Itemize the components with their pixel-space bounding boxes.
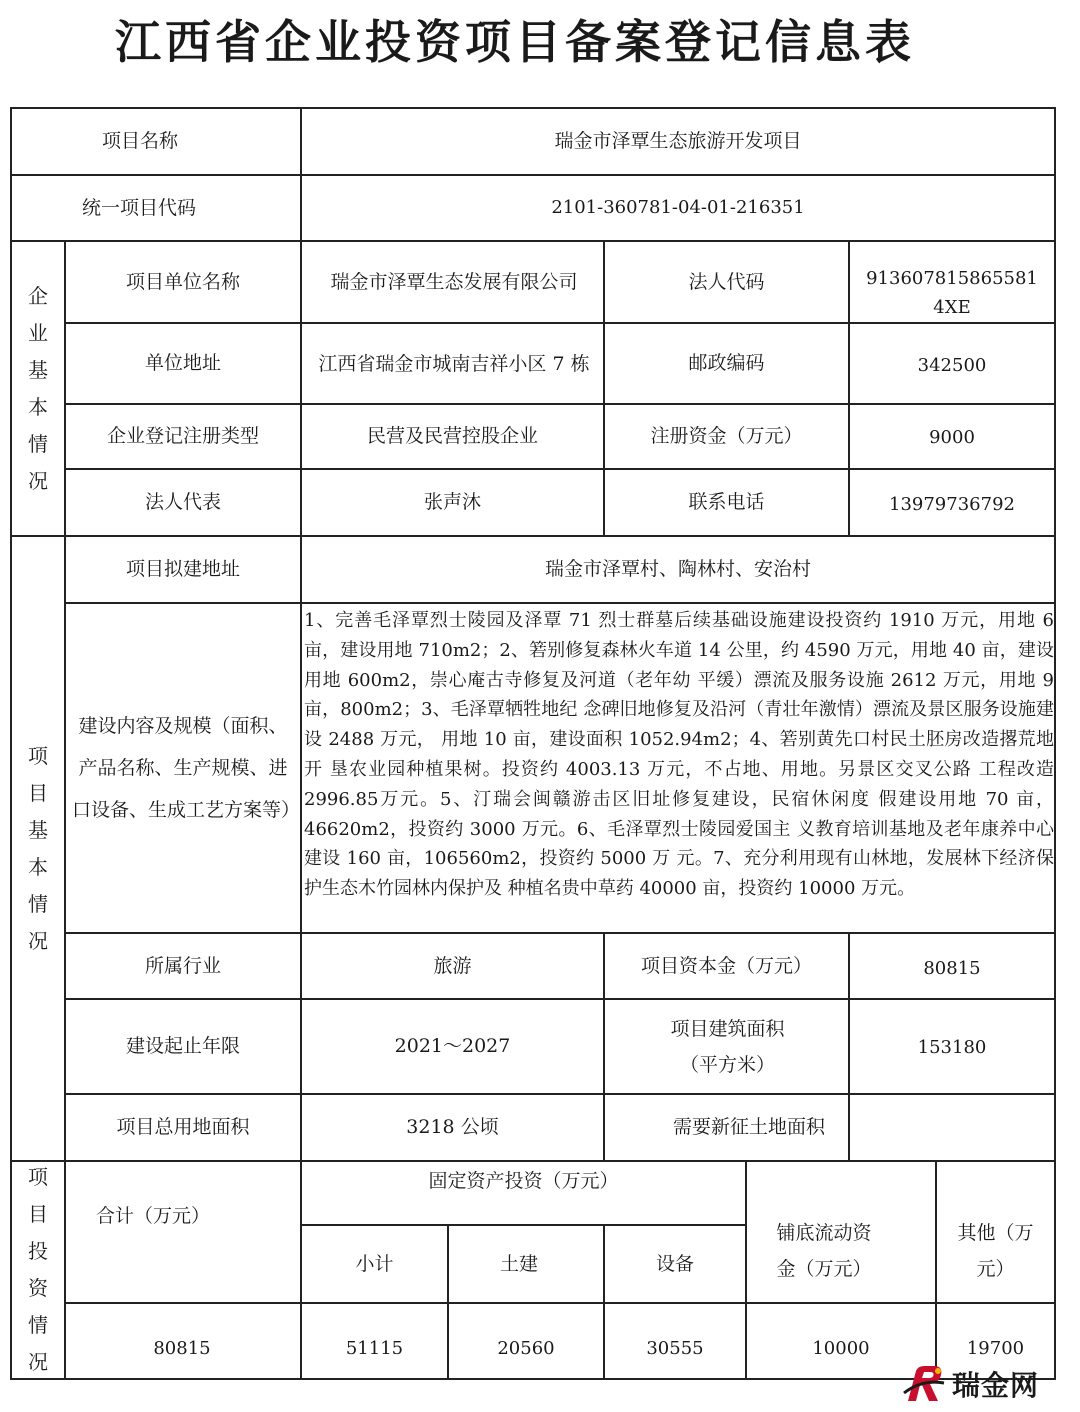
scope-label: 建设内容及规模（面积、产品名称、生产规模、进口设备、生成工艺方案等） xyxy=(72,715,301,821)
subtotal-label: 小计 xyxy=(355,1252,394,1275)
civil-label: 土建 xyxy=(499,1252,538,1275)
project-code-label: 统一项目代码 xyxy=(82,196,197,219)
floor-area-label: 项目建筑面积（平方米） xyxy=(670,1017,785,1076)
equipment-value: 30555 xyxy=(646,1337,704,1359)
new-land-value xyxy=(873,1095,1054,1160)
legal-rep-value: 张声沐 xyxy=(423,491,481,514)
reg-type-label: 企业登记注册类型 xyxy=(106,425,259,448)
postcode-label: 邮政编码 xyxy=(688,352,765,375)
land-area-label: 项目总用地面积 xyxy=(116,1116,250,1139)
working-capital-value: 10000 xyxy=(812,1337,870,1359)
watermark-logo xyxy=(902,1362,1072,1406)
enterprise-section-label: 企 业 基 本 情 况 xyxy=(28,283,48,493)
unit-name-label: 项目单位名称 xyxy=(125,270,240,293)
unit-name-value: 瑞金市泽覃生态发展有限公司 xyxy=(330,271,578,293)
location-label: 项目拟建地址 xyxy=(125,558,240,581)
page-title: 江西省企业投资项目备案登记信息表 xyxy=(115,15,915,69)
phone-label: 联系电话 xyxy=(688,491,765,514)
legal-code-label: 法人代码 xyxy=(688,270,765,293)
address-value: 江西省瑞金市城南吉祥小区 7 栋 xyxy=(318,352,590,375)
phone-value: 13979736792 xyxy=(889,494,1015,516)
civil-value: 20560 xyxy=(497,1337,555,1359)
ruijin-logo-icon xyxy=(902,1363,946,1405)
land-area-value: 3218 公顷 xyxy=(406,1116,499,1139)
total-value: 80815 xyxy=(153,1337,211,1359)
reg-type-value: 民营及民营控股企业 xyxy=(366,425,538,448)
location-value: 瑞金市泽覃村、陶林村、安治村 xyxy=(544,558,811,581)
project-code-value: 2101-360781-04-01-216351 xyxy=(551,196,805,218)
project-capital-value: 80815 xyxy=(923,957,981,979)
postcode-value: 342500 xyxy=(917,355,987,377)
legal-code-value: 913607815865581 4XE xyxy=(866,268,1038,318)
project-name-label: 项目名称 xyxy=(102,130,179,153)
other-value: 19700 xyxy=(966,1337,1025,1359)
total-label: 合计（万元） xyxy=(95,1204,210,1227)
period-value: 2021～2027 xyxy=(394,1035,511,1058)
fixed-assets-label: 固定资产投资（万元） xyxy=(428,1169,619,1192)
industry-value: 旅游 xyxy=(433,954,472,977)
capital-label: 注册资金（万元） xyxy=(650,425,803,448)
equipment-label: 设备 xyxy=(655,1252,694,1275)
project-name-value: 瑞金市泽覃生态旅游开发项目 xyxy=(554,130,802,153)
new-land-label: 需要新征土地面积 xyxy=(672,1116,825,1139)
legal-rep-label: 法人代表 xyxy=(144,491,221,514)
subtotal-value: 51115 xyxy=(345,1337,404,1359)
floor-area-value: 153180 xyxy=(917,1037,987,1059)
project-capital-label: 项目资本金（万元） xyxy=(640,954,812,977)
investment-section-label: 项 目 投 资 情 况 xyxy=(28,1165,48,1374)
industry-label: 所属行业 xyxy=(144,954,221,977)
watermark-brand: 瑞金网 xyxy=(952,1369,1040,1402)
other-label: 其他（万元） xyxy=(957,1222,1034,1280)
capital-value: 9000 xyxy=(929,427,975,449)
working-capital-label: 铺底流动资金（万元） xyxy=(776,1222,872,1280)
scope-text: 1、完善毛泽覃烈士陵园及泽覃 71 烈士群墓后续基础设施建设投资约 1910 万元，用地 6 亩，建设用地 710m2；2、箬别修复森林火车道 14 公里，约 4590 万元，用地 40 亩，建设用地 600m2，崇心庵古寺修复及河道（老年幼 平缓）漂流及服务设施 2612 万元，用地 9 亩，800m2；3、毛泽覃牺牲地纪 念碑旧地修复及沿河（青壮年激情）漂流及景区服务设施建设 2488 万元， 用地 10 亩，建设面积 1052.94m2；4、箬别黄先口村民土胚房改造撂荒地开 垦农业园种植果树。投资约 4003.13 万元，不占地、用地。另景区交叉公路 工程改造 2996.85万元。5、汀瑞会闽赣游击区旧址修复建设，民宿休闲度 假建设用地 70 亩，46620m2，投资约 3000 万元。6、毛泽覃烈士陵园爱国主 义教育培训基地及老年康养中心建设 160 亩，106560m2，投资约 5000 万 元。7、充分利用现有山林地，发展林下经济保护生态木竹园林内保护及 种植名贵中草药 40000 亩，投资约 10000 万元。 xyxy=(304,610,1054,900)
address-label: 单位地址 xyxy=(144,352,221,375)
period-label: 建设起止年限 xyxy=(125,1035,240,1058)
basic-section-label: 项 目 基 本 情 况 xyxy=(28,743,48,953)
